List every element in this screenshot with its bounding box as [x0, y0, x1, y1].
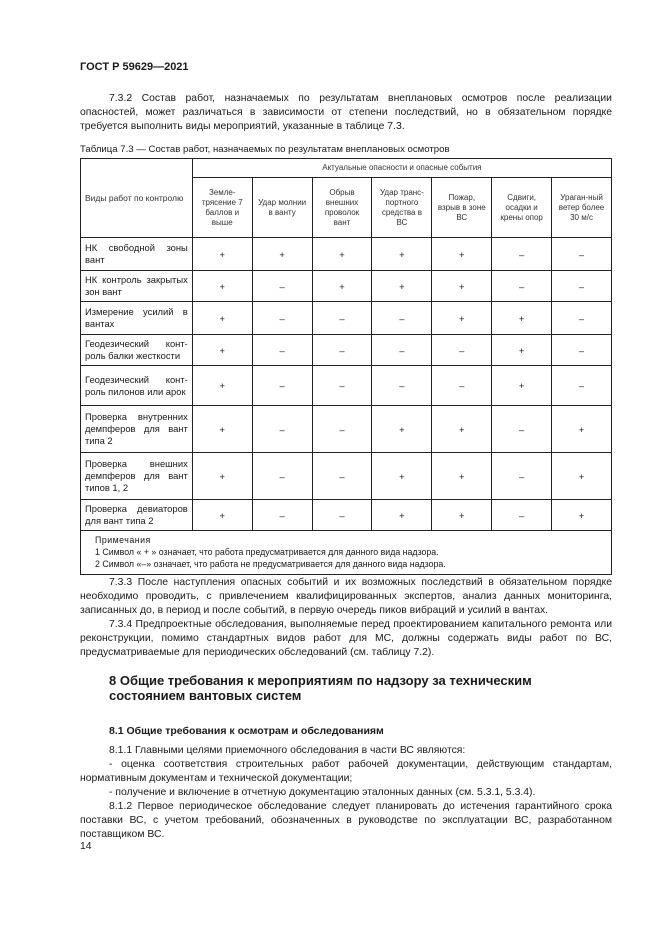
column-header: Сдвиги, осадки и крены опор	[492, 178, 552, 238]
mark-cell: +	[192, 335, 252, 366]
mark-cell: +	[432, 406, 492, 453]
section-heading-8-1: 8.1 Общие требования к осмотрам и обследованиям	[109, 725, 384, 737]
mark-cell: –	[312, 500, 372, 531]
mark-cell: –	[252, 271, 312, 302]
note-item: 1 Символ « + » означает, что работа предусматривается для данного вида надзора.	[95, 547, 439, 557]
work-type-cell: Измерение усилий в вантах	[81, 302, 193, 335]
note-item: 2 Символ «–» означает, что работа не предусматривается для данного вида надзора.	[95, 559, 446, 569]
column-header: Пожар, взрыв в зоне ВС	[432, 178, 492, 238]
table-row	[81, 335, 612, 366]
mark-cell: –	[432, 366, 492, 406]
list-item: - получение и включение в отчетную документацию эталонных данных (см. 5.3.1, 5.3.4).	[109, 787, 536, 798]
table-notes	[81, 531, 612, 575]
first-column-header: Виды работ по контролю	[81, 159, 193, 238]
page-number: 14	[80, 841, 92, 852]
table-caption: Таблица 7.3 — Состав работ, назначаемых по результатам внеплановых осмотров	[80, 144, 450, 155]
mark-cell: –	[492, 238, 552, 271]
mark-cell: +	[552, 406, 612, 453]
mark-cell: +	[312, 238, 372, 271]
column-header: Ураган-ный ветер более 30 м/с	[552, 178, 612, 238]
paragraph: 7.3.2 Состав работ, назначаемых по результатам внеплановых осмотров после реализации опасностей, может различаться в зависимости от степени последствий, но в обязательном порядке требуется выполнить виды мероприятий, указанные в таблице 7.3.	[80, 93, 612, 132]
work-type-cell: НК контроль закрытых зон вант	[81, 271, 193, 302]
mark-cell: –	[312, 302, 372, 335]
mark-cell: –	[252, 406, 312, 453]
table-row	[81, 453, 612, 500]
mark-cell: +	[432, 302, 492, 335]
mark-cell: +	[372, 271, 432, 302]
mark-cell: +	[372, 453, 432, 500]
mark-cell: –	[252, 500, 312, 531]
section-8-1-body	[80, 744, 612, 842]
table-row	[81, 271, 612, 302]
mark-cell: –	[492, 271, 552, 302]
mark-cell: +	[492, 302, 552, 335]
work-type-cell: Геодезический конт-роль балки жесткости	[81, 335, 193, 366]
mark-cell: –	[252, 302, 312, 335]
mark-cell: –	[372, 302, 432, 335]
mark-cell: –	[492, 453, 552, 500]
notes-row	[81, 531, 612, 575]
mark-cell: +	[492, 335, 552, 366]
mark-cell: –	[492, 406, 552, 453]
mark-cell: –	[312, 366, 372, 406]
mark-cell: +	[372, 238, 432, 271]
mark-cell: –	[372, 335, 432, 366]
work-type-cell: Проверка внутренних демпферов для вант типа 2	[81, 406, 193, 453]
paragraph: 8.1.1 Главными целями приемочного обследования в части ВС являются:	[109, 745, 466, 756]
mark-cell: –	[552, 238, 612, 271]
mark-cell: +	[252, 238, 312, 271]
column-header: Удар транс-портного средства в ВС	[372, 178, 432, 238]
mark-cell: –	[312, 335, 372, 366]
mark-cell: +	[432, 271, 492, 302]
paragraph: 7.3.4 Предпроектные обследования, выполняемые перед проектированием капитального ремонта или реконструкции, помимо стандартных видов работ для МС, должны содержать виды работ по ВС, предусматриваемые для периодических обследований (см. таблицу 7.2).	[80, 619, 612, 658]
mark-cell: –	[252, 366, 312, 406]
column-header: Обрыв внешних проволок вант	[312, 178, 372, 238]
work-type-cell: Геодезический конт-роль пилонов или арок	[81, 366, 193, 406]
table-row	[81, 366, 612, 406]
mark-cell: +	[552, 500, 612, 531]
list-item: - оценка соответствия строительных работ рабочей документации, действующим стандартам, нормативным документам и технической документации;	[80, 759, 612, 784]
mark-cell: –	[252, 453, 312, 500]
mark-cell: –	[312, 406, 372, 453]
mark-cell: +	[492, 366, 552, 406]
column-header: Земле-трясение 7 баллов и выше	[192, 178, 252, 238]
mark-cell: +	[552, 453, 612, 500]
mark-cell: +	[192, 453, 252, 500]
paragraph: 8.1.2 Первое периодическое обследование следует планировать до истечения гарантийного срока поставки ВС, с учетом требований, обозначенных в руководстве по эксплуатации ВС, разработанном поставщиком ВС.	[80, 801, 612, 840]
mark-cell: –	[552, 335, 612, 366]
mark-cell: +	[432, 238, 492, 271]
mark-cell: +	[192, 500, 252, 531]
mark-cell: +	[192, 366, 252, 406]
mark-cell: –	[312, 453, 372, 500]
mark-cell: –	[432, 335, 492, 366]
table-row	[81, 500, 612, 531]
section-7-3-3-7-3-4	[80, 576, 612, 660]
mark-cell: –	[492, 500, 552, 531]
mark-cell: –	[372, 366, 432, 406]
mark-cell: +	[372, 406, 432, 453]
work-type-cell: Проверка внешних демпферов для вант типов 1, 2	[81, 453, 193, 500]
mark-cell: +	[432, 453, 492, 500]
mark-cell: +	[192, 406, 252, 453]
mark-cell: –	[552, 302, 612, 335]
paragraph: 7.3.3 После наступления опасных событий и их возможных последствий в обязательном порядке необходимо проводить, с привлечением квалифицированных экспертов, анализ данных мониторинга, записанных до, в период и после событий, в первую очередь пиков вибраций и усилий в вантах.	[80, 577, 612, 616]
mark-cell: –	[552, 366, 612, 406]
section-7-3-2	[80, 92, 612, 134]
table-row	[81, 238, 612, 271]
mark-cell: +	[192, 238, 252, 271]
work-type-cell: Проверка девиаторов для вант типа 2	[81, 500, 193, 531]
mark-cell: +	[192, 271, 252, 302]
mark-cell: +	[372, 500, 432, 531]
group-header: Актуальные опасности и опасные события	[192, 159, 611, 178]
mark-cell: +	[312, 271, 372, 302]
table-row	[81, 302, 612, 335]
table-row	[81, 406, 612, 453]
mark-cell: –	[552, 271, 612, 302]
table-7-3	[80, 158, 612, 575]
notes-title: Примечания	[95, 535, 151, 545]
section-heading-8: 8 Общие требования к мероприятиям по надзору за техническим состоянием вантовых систем	[109, 673, 532, 703]
document-header: ГОСТ Р 59629—2021	[80, 61, 189, 73]
mark-cell: +	[432, 500, 492, 531]
mark-cell: +	[192, 302, 252, 335]
mark-cell: –	[252, 335, 312, 366]
column-header: Удар молнии в ванту	[252, 178, 312, 238]
work-type-cell: НК свободной зоны вант	[81, 238, 193, 271]
